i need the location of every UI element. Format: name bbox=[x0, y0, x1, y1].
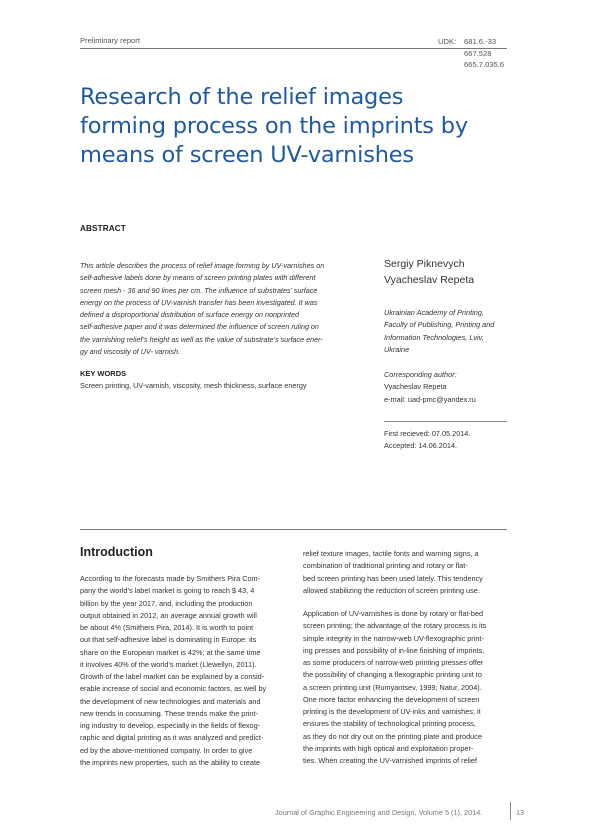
dates-divider bbox=[384, 421, 507, 422]
title-line: forming process on the imprints by bbox=[80, 113, 468, 139]
body-line: the possibility of changing a flexographic printing unit to bbox=[303, 670, 482, 680]
body-line: simple integrity in the narrow-web UV-flexographic print- bbox=[303, 633, 484, 643]
paper-title bbox=[80, 83, 480, 170]
author-name: Vyacheslav Repeta bbox=[384, 274, 475, 286]
body-line: billion by the year 2017, and, including the production bbox=[80, 598, 253, 608]
body-line: allowed stabilizing the reduction of screen printing use. bbox=[303, 585, 480, 595]
dates bbox=[384, 428, 470, 453]
corresponding-author bbox=[384, 369, 476, 406]
journal-footer: Journal of Graphic Engineering and Design, Volume 5 (1), 2014. bbox=[275, 808, 483, 817]
body-line: ed by the above-mentioned company. In order to give bbox=[80, 745, 253, 755]
abstract-line: screen mesh - 36 and 90 lines per cm. The influence of substrates’ surface bbox=[80, 285, 318, 295]
body-line: the imprints with high optical and exploitation proper- bbox=[303, 743, 474, 753]
abstract-line: defined a disproportional distribution of surface energy on nonprinted bbox=[80, 310, 299, 320]
abstract-line: self-adhesive paper and it was determined the influence of screen ruling on bbox=[80, 322, 319, 332]
body-line: ties. When creating the UV-varnished imprints of relief bbox=[303, 756, 477, 765]
body-column-left bbox=[80, 573, 292, 769]
introduction-heading: Introduction bbox=[80, 545, 153, 559]
body-line: as some producers of narrow-web printing presses offer bbox=[303, 658, 484, 667]
udk-code: 681.6.-33 bbox=[464, 37, 497, 46]
body-column-right bbox=[303, 548, 513, 767]
body-line: ensures the stability of technological printing process, bbox=[303, 719, 476, 729]
abstract-text bbox=[80, 260, 360, 358]
section-divider bbox=[80, 529, 507, 530]
body-line: output obtained in 2012, an average annual growth will bbox=[80, 610, 257, 620]
affiliation-line: Faculty of Publishing, Printing and bbox=[384, 320, 495, 330]
accepted-date: Accepted: 14.06.2014. bbox=[384, 441, 458, 451]
body-line: as they do not dry out on the printing plate and produce bbox=[303, 731, 482, 741]
body-line: ing presses and possibility of in-line finishing of imprints, bbox=[303, 645, 485, 655]
affiliation bbox=[384, 307, 514, 356]
udk-code: 667.528 bbox=[464, 48, 492, 58]
body-line: the development of new technologies and materials and bbox=[80, 696, 261, 706]
body-line: erable increase of social and economic factors, as well by bbox=[80, 684, 267, 694]
header-divider bbox=[80, 48, 507, 49]
body-line: combination of traditional printing and rotary or flat- bbox=[303, 561, 468, 571]
body-line: the imprints new properties, such as the ability to create bbox=[80, 757, 261, 767]
report-type: Preliminary report bbox=[80, 36, 140, 45]
udk-block bbox=[438, 36, 508, 71]
affiliation-line: Information Technologies, Lviv, bbox=[384, 332, 484, 342]
authors bbox=[384, 256, 474, 288]
body-line: raphic and digital printing as it was analyzed and predict- bbox=[80, 733, 264, 743]
body-line: share on the European market is 42%; at the same time bbox=[80, 647, 261, 657]
body-line: a screen printing unit (Rumyantsev, 1999; Natur, 2004). bbox=[303, 682, 482, 692]
body-line: relief texture images, tactile fonts and warning signs, a bbox=[303, 549, 479, 558]
body-line: ing industry to develop, especially in the fields of flexog- bbox=[80, 721, 261, 730]
abstract-line: the varnishing relief’s height as well as the value of substrate’s surface ener- bbox=[80, 334, 323, 344]
affiliation-line: Ukraine bbox=[384, 344, 410, 354]
body-line: out that self-adhesive label is dominating in Europe: its bbox=[80, 635, 257, 645]
udk-code: 665.7.035.6 bbox=[464, 60, 505, 70]
abstract-line: This article describes the process of relief image forming by UV-varnishes on bbox=[80, 261, 325, 270]
body-line: it involves 40% of the world’s market (Llewellyn, 2011). bbox=[80, 659, 257, 669]
keywords-text: Screen printing, UV-varnish, viscosity, mesh thickness, surface energy bbox=[80, 381, 307, 390]
body-line: bed screen printing has been used lately. This tendency bbox=[303, 573, 483, 583]
body-line: Growth of the label market can be explained by a consid- bbox=[80, 672, 265, 681]
corresponding-name: Vyacheslav Repeta bbox=[384, 382, 447, 392]
abstract-line: energy on the process of UV-varnish transfer has been investigated. It was bbox=[80, 297, 318, 307]
corresponding-email: e-mail: uad-pmc@yandex.ru bbox=[384, 394, 476, 404]
body-line: According to the forecasts made by Smithers Pira Com- bbox=[80, 574, 261, 583]
keywords-heading: KEY WORDS bbox=[80, 369, 127, 378]
body-line: be about 4% (Smithers Pira, 2014). It is worth to point bbox=[80, 623, 254, 632]
body-line: Application of UV-varnishes is done by rotary or flat-bed bbox=[303, 609, 484, 618]
page-number: 13 bbox=[516, 808, 525, 817]
footer-divider bbox=[510, 802, 511, 820]
body-line: new trends in consuming. These trends make the print- bbox=[80, 708, 258, 718]
body-line: pany the world’s label market is going to reach $ 43, 4 bbox=[80, 586, 255, 596]
title-line: means of screen UV-varnishes bbox=[80, 142, 414, 168]
abstract-line: self-adhesive labels done by means of screen printing plates with different bbox=[80, 273, 316, 283]
abstract-heading: ABSTRACT bbox=[80, 224, 126, 233]
body-line: One more factor enhancing the development of screen bbox=[303, 694, 480, 704]
body-line: screen printing; the advantage of the rotary process is its bbox=[303, 621, 487, 631]
received-date: First recieved: 07.05.2014. bbox=[384, 429, 471, 438]
author-name: Sergiy Piknevych bbox=[384, 258, 465, 270]
corresponding-heading: Corresponding author: bbox=[384, 370, 457, 379]
udk-label: UDK: bbox=[438, 37, 457, 46]
title-line: Research of the relief images bbox=[80, 84, 404, 110]
body-line: printing is the development of UV-inks and varnishes; it bbox=[303, 707, 481, 716]
affiliation-line: Ukrainian Academy of Printing, bbox=[384, 308, 484, 317]
abstract-line: gy and viscosity of UV- varnish. bbox=[80, 347, 180, 357]
